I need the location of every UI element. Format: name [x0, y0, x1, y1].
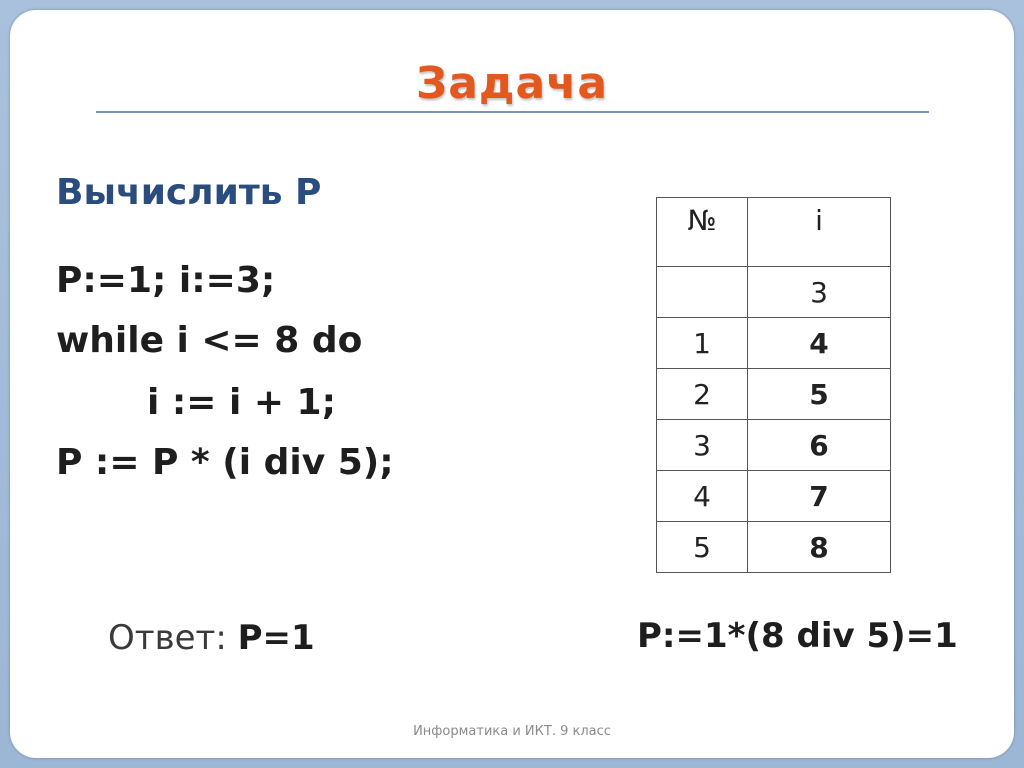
- task-subtitle: Вычислить Р: [56, 172, 322, 213]
- cell-n: 5: [657, 522, 748, 573]
- code-line-3: i := i + 1;: [147, 382, 336, 423]
- slide-title: Задача: [415, 58, 609, 109]
- table-row: [657, 522, 891, 573]
- cell-n: 4: [657, 471, 748, 522]
- cell-n: [657, 267, 748, 318]
- trace-table: [656, 197, 891, 573]
- table-header-row: [657, 198, 891, 267]
- cell-n: 3: [657, 420, 748, 471]
- table-row: [657, 471, 891, 522]
- cell-i: 5: [748, 369, 891, 420]
- cell-i: 3: [748, 267, 891, 318]
- answer-label: Ответ:: [108, 618, 227, 658]
- calculation: P:=1*(8 div 5)=1: [637, 616, 958, 656]
- table-row: [657, 318, 891, 369]
- cell-n: 1: [657, 318, 748, 369]
- answer-value: Р=1: [237, 618, 315, 658]
- code-line-1: P:=1; i:=3;: [56, 260, 276, 301]
- table-row: [657, 420, 891, 471]
- cell-i: 4: [748, 318, 891, 369]
- cell-i: 7: [748, 471, 891, 522]
- cell-n: 2: [657, 369, 748, 420]
- title-divider: [96, 111, 929, 113]
- table-row: [657, 369, 891, 420]
- header-i: i: [748, 198, 891, 267]
- code-line-4: P := P * (i div 5);: [56, 442, 394, 483]
- table-row: [657, 267, 891, 318]
- header-number: №: [657, 198, 748, 267]
- slide: [10, 10, 1014, 758]
- cell-i: 8: [748, 522, 891, 573]
- code-line-2: while i <= 8 do: [56, 320, 363, 361]
- answer: [108, 618, 315, 658]
- footer: Информатика и ИКТ. 9 класс: [413, 724, 611, 739]
- cell-i: 6: [748, 420, 891, 471]
